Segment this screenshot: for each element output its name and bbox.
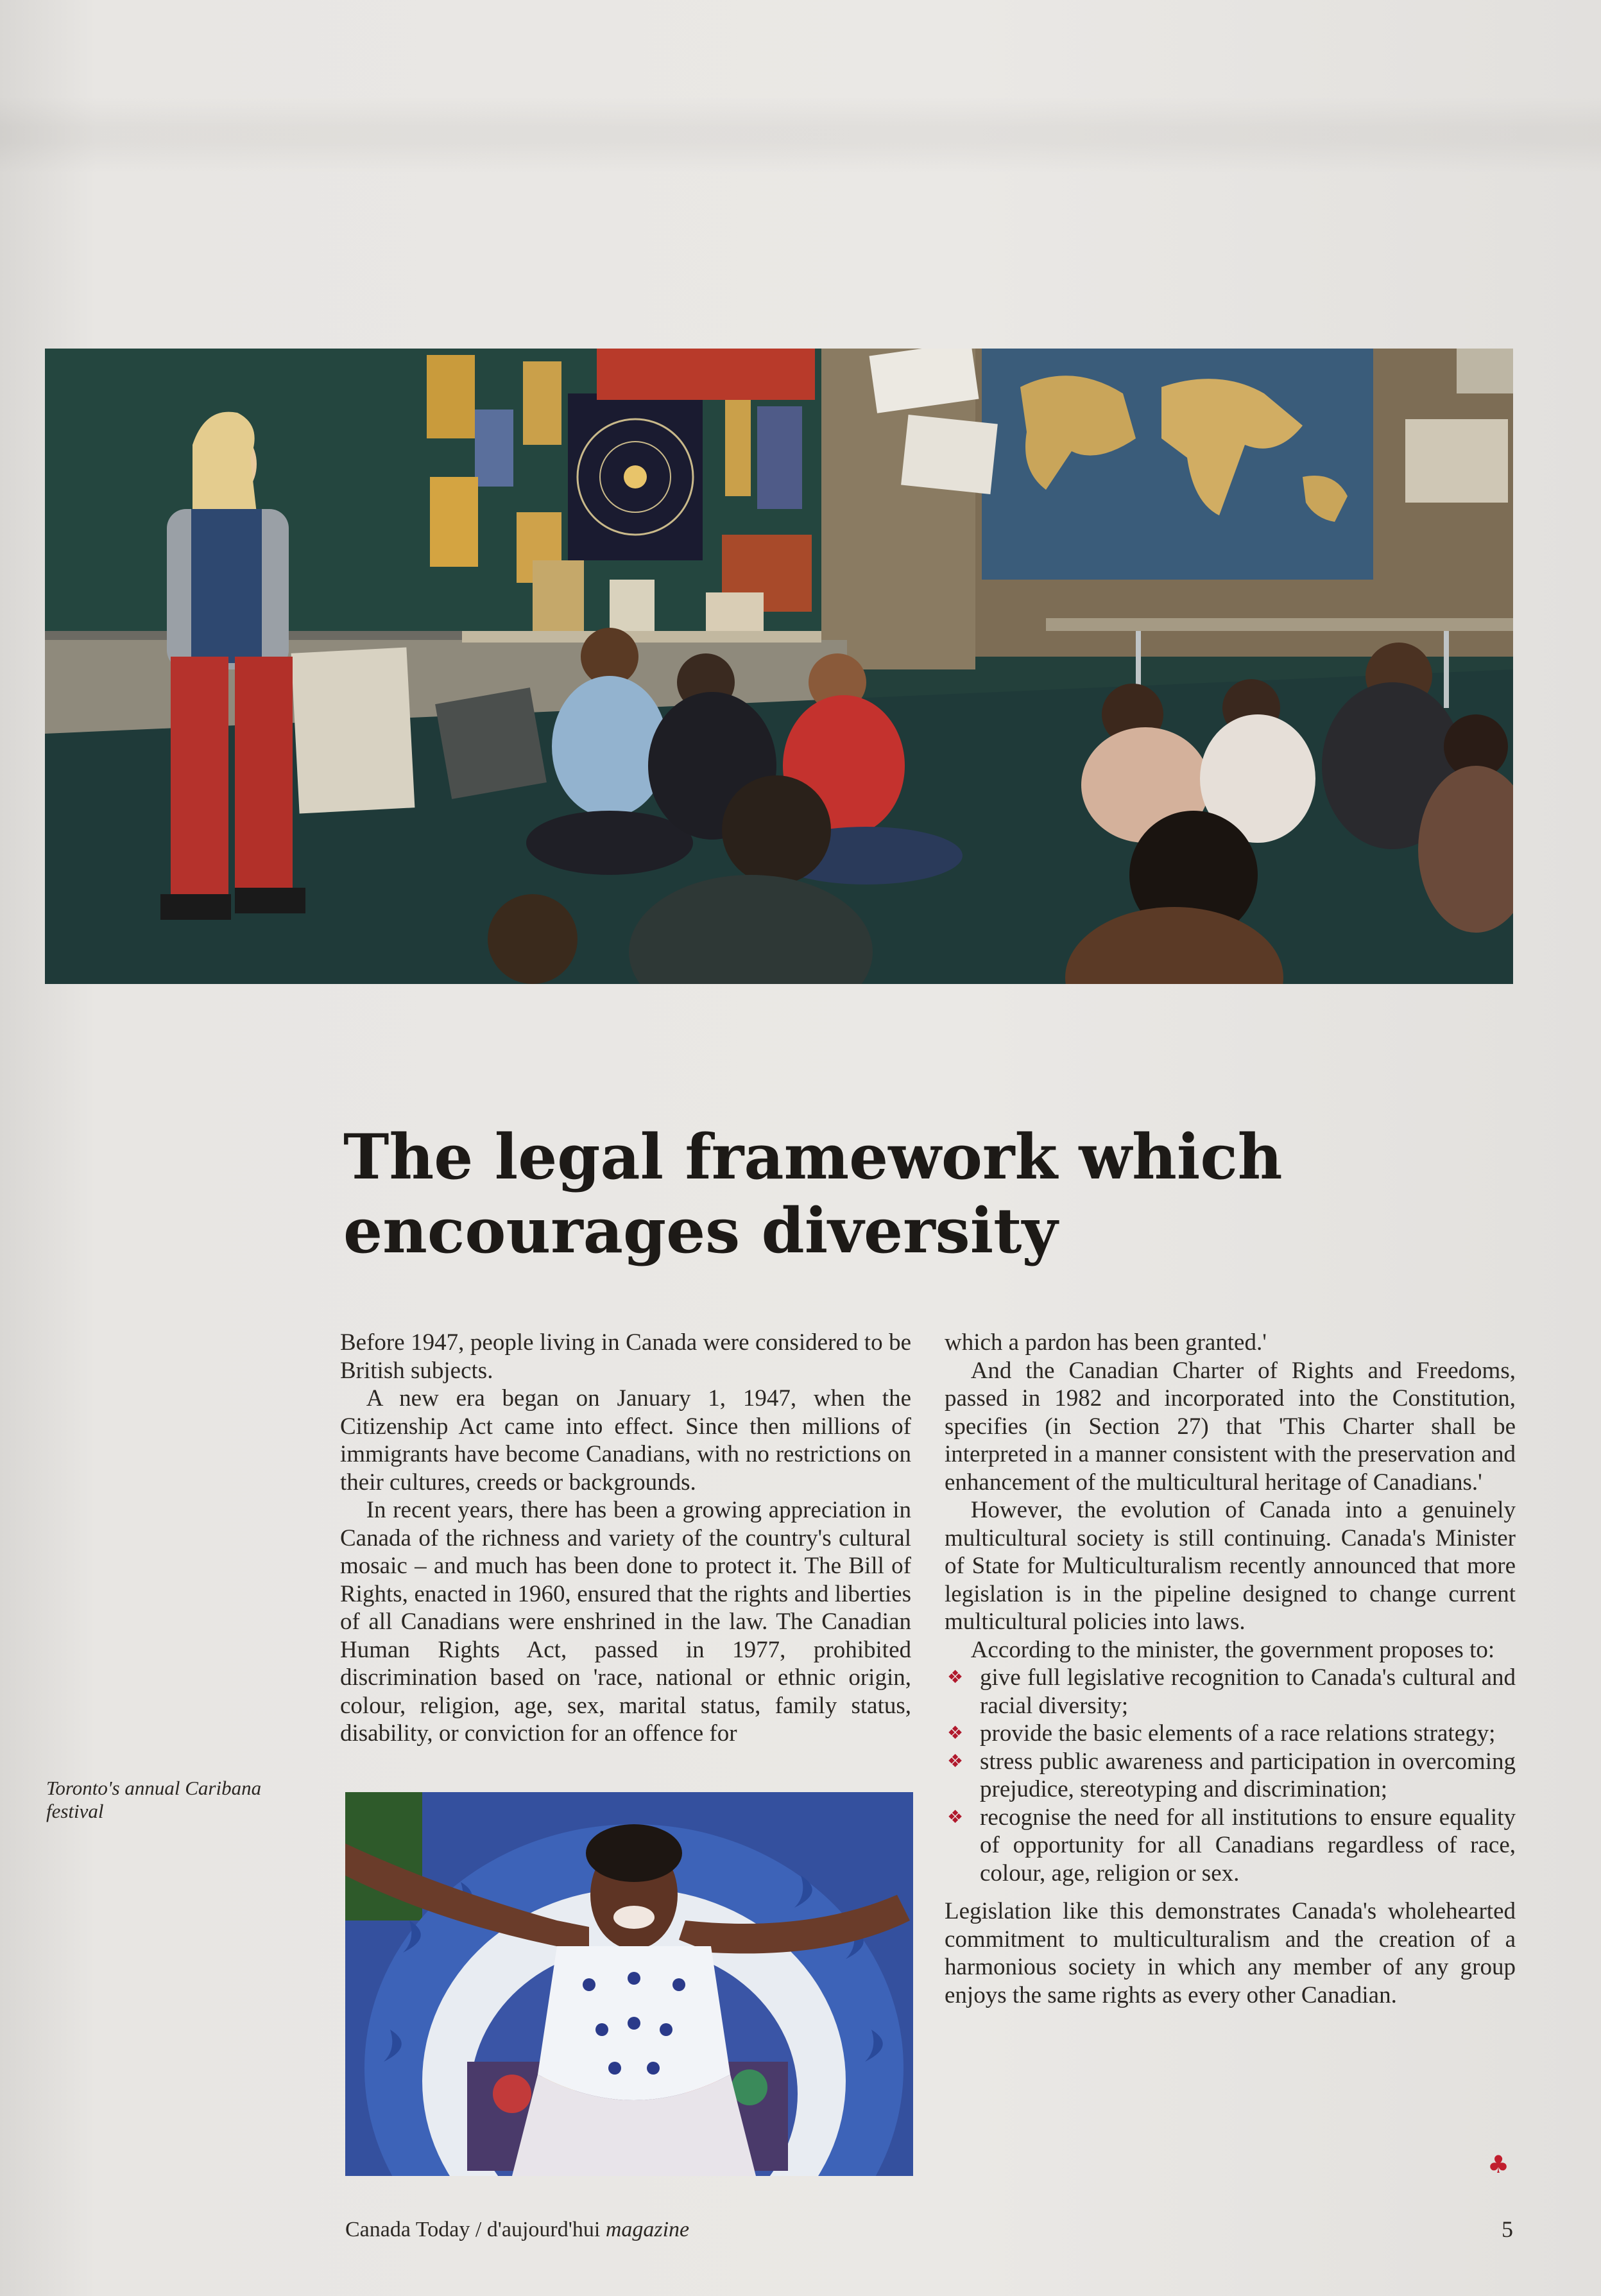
paragraph: A new era began on January 1, 1947, when the Citizenship Act came into effect. Since then millions of immigrants have become Canadians, with no restrictions on their cultures, creeds or backgrounds. (340, 1385, 911, 1496)
list-item (945, 1804, 1516, 1888)
show-through-shadow (0, 96, 1601, 173)
list-item (945, 1664, 1516, 1720)
paragraph: However, the evolution of Canada into a genuinely multicultural society is still continuing. Canada's Minister of State for Multiculturalism recently announced that more legislation is in the pipeline designed to change current multicultural policies into laws. (945, 1497, 1516, 1635)
list-item-text: give full legislative recognition to Canada's cultural and racial diversity; (980, 1664, 1516, 1719)
diamond-bullet-icon: ❖ (947, 1668, 964, 1687)
maple-leaf-icon: ♣ (1487, 2150, 1510, 2179)
publication-name: Canada Today / d'aujourd'hui (345, 2218, 601, 2241)
headline-line-1: The legal framework which (343, 1121, 1283, 1193)
paragraph: In recent years, there has been a growing appreciation in Canada of the richness and variety of the country's cultural mosaic – and much has been done to protect it. The Bill of Rights, enacted in 1960, ensured that the rights and liberties of all Canadians were enshrined in the law. The Canadian Human Rights Act, passed in 1977, prohibited discrimination based on 'race, national or ethnic origin, colour, religion, age, sex, marital status, family status, disability, or conviction for an offence for (340, 1497, 911, 1747)
list-item (945, 1720, 1516, 1748)
caribana-festival-photo (345, 1792, 913, 2176)
closing-paragraph: Legislation like this demonstrates Canada's wholehearted commitment to multiculturalism and the creation of a harmonious society in which any member of any group enjoys the same rights as every other Canadian. (945, 1898, 1516, 2008)
classroom-photo (45, 349, 1513, 984)
diamond-bullet-icon: ❖ (947, 1807, 964, 1827)
page-footer (345, 2218, 689, 2242)
headline-line-2: encourages diversity (343, 1195, 1058, 1267)
photo-caption: Toronto's annual Caribana festival (46, 1777, 262, 1822)
list-item-text: provide the basic elements of a race relations strategy; (980, 1720, 1496, 1747)
proposal-list (945, 1664, 1516, 1887)
paragraph: And the Canadian Charter of Rights and Freedoms, passed in 1982 and incorporated into the Constitution, specifies (in Section 27) that 'This Charter shall be interpreted in a manner consistent with the preservation and enhancement of the multicultural heritage of Canadians.' (945, 1357, 1516, 1496)
paragraph: According to the minister, the government proposes to: (970, 1636, 1495, 1663)
list-item-text: stress public awareness and participation in overcoming prejudice, stereotyping and discrimination; (980, 1748, 1516, 1802)
diamond-bullet-icon: ❖ (947, 1723, 964, 1743)
article-headline (343, 1120, 1306, 1268)
publication-suffix: magazine (605, 2218, 690, 2241)
paragraph: Before 1947, people living in Canada were considered to be British subjects. (340, 1329, 911, 1384)
right-column (945, 1329, 1516, 2009)
left-column (340, 1329, 911, 1748)
page-number: 5 (1502, 2216, 1513, 2242)
list-item (945, 1748, 1516, 1804)
list-item-text: recognise the need for all institutions to ensure equality of opportunity for all Canadians regardless of race, colour, age, religion or sex. (980, 1804, 1516, 1886)
paragraph: which a pardon has been granted.' (945, 1329, 1267, 1356)
diamond-bullet-icon: ❖ (947, 1751, 964, 1772)
